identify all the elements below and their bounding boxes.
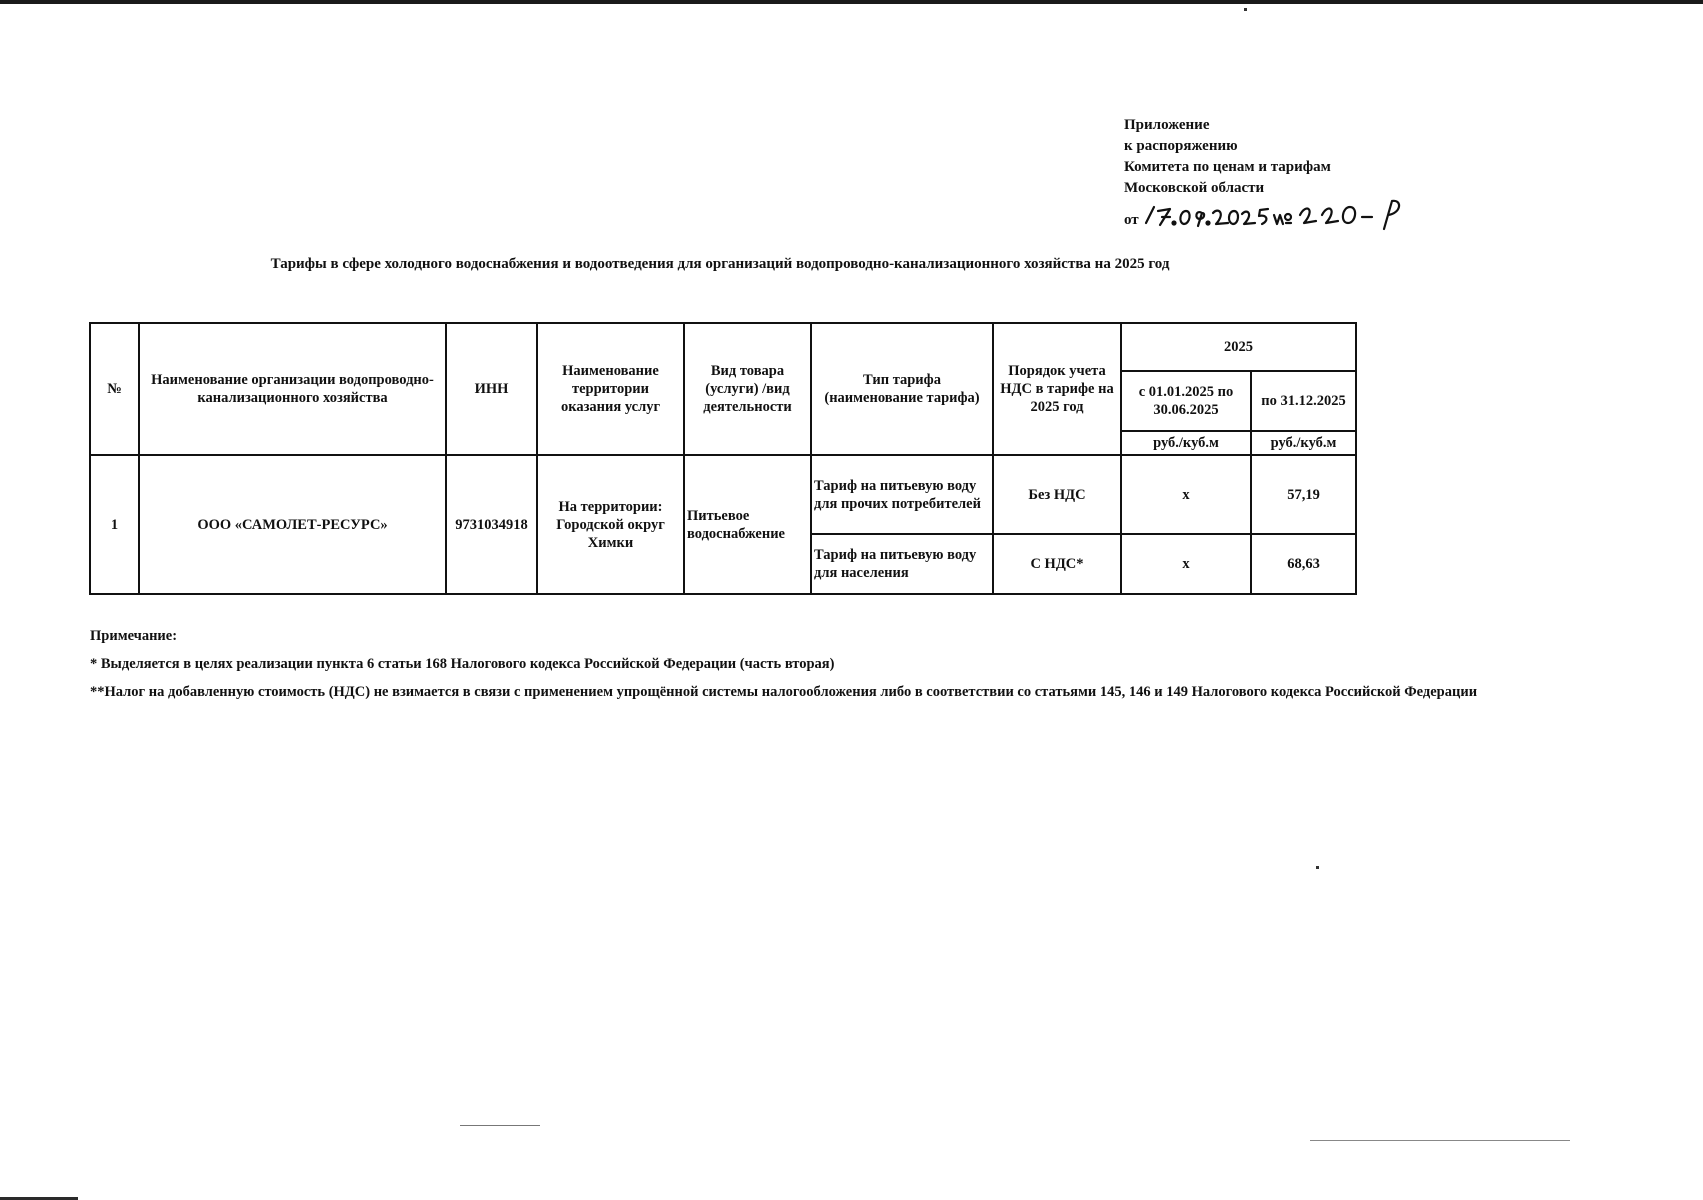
appendix-line-2: к распоряжению: [1124, 138, 1238, 154]
tariff-table: [89, 322, 1357, 595]
row-inn: 9731034918: [446, 455, 537, 594]
row-value-period-1: х: [1121, 534, 1251, 594]
notes-block: [90, 622, 1690, 706]
header-unit-1: руб./куб.м: [1121, 431, 1251, 455]
header-number: №: [90, 323, 139, 455]
appendix-line-4: Московской области: [1124, 180, 1265, 196]
scan-speck: [1316, 866, 1319, 869]
header-period-2: по 31.12.2025: [1251, 371, 1356, 431]
row-territory: На территории: Городской округ Химки: [537, 455, 684, 594]
row-value-period-1: х: [1121, 455, 1251, 534]
header-organization-name: Наименование организации водопроводно-канализационного хозяйства: [139, 323, 446, 455]
note-2: **Налог на добавленную стоимость (НДС) не взимается в связи с применением упрощённой системы налогообложения либо в соответствии со статьями 145, 146 и 149 Налогового кодекса Российской Федерации: [90, 684, 1478, 700]
appendix-block: [1124, 115, 1424, 231]
scan-speck: [1244, 8, 1247, 11]
row-vat: С НДС*: [993, 534, 1121, 594]
row-vat: Без НДС: [993, 455, 1121, 534]
row-tariff-type: Тариф на питьевую воду для населения: [811, 534, 993, 594]
header-territory: Наименование территории оказания услуг: [537, 323, 684, 455]
row-number: 1: [90, 455, 139, 594]
scan-speck: [1310, 1140, 1570, 1141]
header-unit-2: руб./куб.м: [1251, 431, 1356, 455]
header-inn: ИНН: [446, 323, 537, 455]
date-number-line: [1124, 199, 1424, 231]
document-title: Тарифы в сфере холодного водоснабжения и водоотведения для организаций водопроводно-канализационного хозяйства на 2025 год: [270, 256, 1170, 272]
scan-border-top: [0, 0, 1703, 4]
header-year: 2025: [1121, 323, 1356, 371]
header-period-1: с 01.01.2025 по 30.06.2025: [1121, 371, 1251, 431]
scan-speck: [460, 1125, 540, 1126]
appendix-line-1: Приложение: [1124, 117, 1210, 133]
date-prefix: от: [1124, 212, 1139, 228]
handwritten-date-number: [1140, 193, 1410, 233]
row-value-period-2: 68,63: [1251, 534, 1356, 594]
appendix-line-3: Комитета по ценам и тарифам: [1124, 159, 1331, 175]
header-tariff-type: Тип тарифа (наименование тарифа): [811, 323, 993, 455]
row-tariff-type: Тариф на питьевую воду для прочих потребителей: [811, 455, 993, 534]
notes-label: Примечание:: [90, 628, 178, 644]
row-activity: Питьевое водоснабжение: [684, 455, 811, 594]
row-value-period-2: 57,19: [1251, 455, 1356, 534]
row-organization-name: ООО «САМОЛЕТ-РЕСУРС»: [139, 455, 446, 594]
note-1: * Выделяется в целях реализации пункта 6 статьи 168 Налогового кодекса Российской Федерации (часть вторая): [90, 656, 835, 672]
header-activity-type: Вид товара (услуги) /вид деятельности: [684, 323, 811, 455]
header-vat-order: Порядок учета НДС в тарифе на 2025 год: [993, 323, 1121, 455]
